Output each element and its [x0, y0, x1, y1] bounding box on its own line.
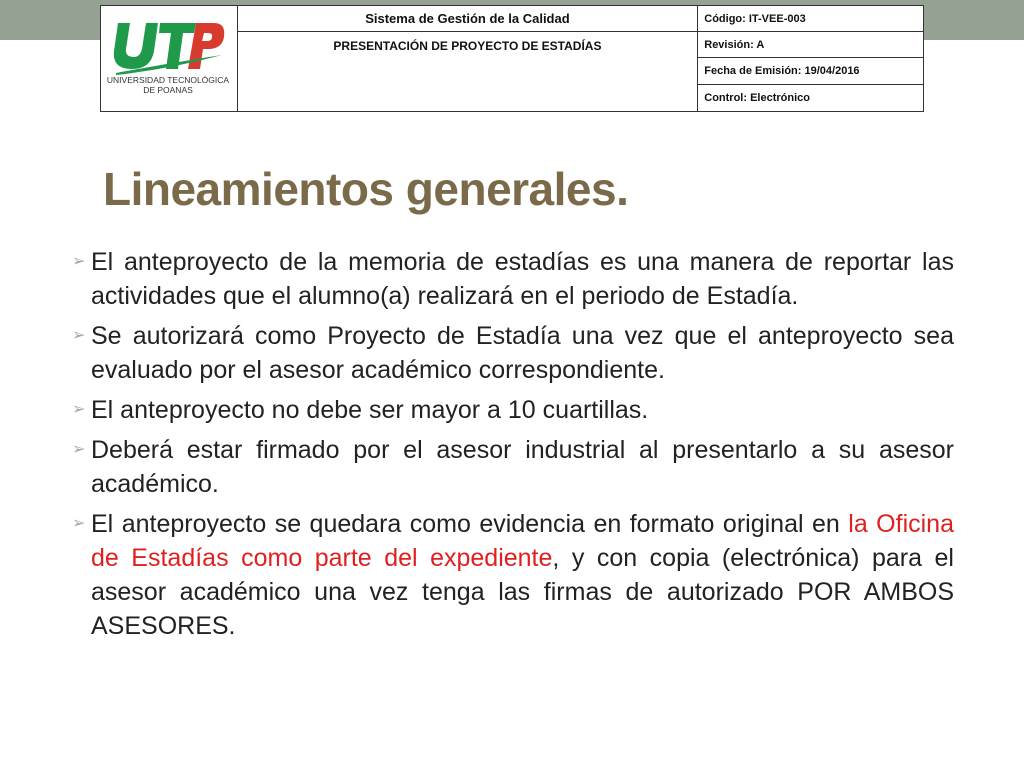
- bullet-item: [72, 507, 954, 643]
- document-control-header: [100, 5, 924, 112]
- bullet-list: [72, 245, 954, 649]
- utp-logo-icon: [110, 19, 226, 75]
- logo-caption-line1: UNIVERSIDAD TECNOLÓGICA: [106, 74, 230, 85]
- bullet-item: [72, 393, 954, 427]
- arrow-bullet-icon: ➢: [72, 441, 86, 458]
- document-revision: Revisión: A: [698, 32, 924, 58]
- slide-title: Lineamientos generales.: [103, 163, 629, 215]
- bullet-text: Se autorizará como Proyecto de Estadía una vez que el anteproyecto sea evaluado por el asesor académico correspondiente.: [91, 322, 954, 384]
- arrow-bullet-icon: ➢: [72, 515, 86, 532]
- bullet-item: [72, 319, 954, 387]
- bullet-text: Deberá estar firmado por el asesor industrial al presentarlo a su asesor académico.: [91, 436, 954, 498]
- document-title: PRESENTACIÓN DE PROYECTO DE ESTADÍAS: [237, 32, 698, 112]
- bullet-text-before: El anteproyecto se quedara como evidencia en formato original en: [91, 510, 849, 538]
- logo-cell: [101, 6, 238, 112]
- control-type: Control: Electrónico: [698, 85, 924, 112]
- document-code: Código: IT-VEE-003: [698, 6, 924, 32]
- arrow-bullet-icon: ➢: [72, 253, 86, 270]
- bullet-item: [72, 245, 954, 313]
- logo-caption-line2: DE POANAS: [143, 84, 193, 95]
- bullet-text: El anteproyecto no debe ser mayor a 10 cuartillas.: [91, 396, 649, 424]
- bullet-text-after: , y con copia (electrónica) para el asesor académico una vez tenga las firmas de autorizado POR AMBOS ASESORES.: [91, 544, 954, 640]
- system-name: Sistema de Gestión de la Calidad: [237, 6, 698, 32]
- arrow-bullet-icon: ➢: [72, 401, 86, 418]
- emission-date: Fecha de Emisión: 19/04/2016: [698, 58, 924, 85]
- logo-caption: [101, 75, 235, 95]
- bullet-item: [72, 433, 954, 501]
- arrow-bullet-icon: ➢: [72, 327, 86, 344]
- bullet-text: El anteproyecto de la memoria de estadías es una manera de reportar las actividades que el alumno(a) realizará en el periodo de Estadía.: [91, 248, 954, 310]
- bullet-highlight-text: la Oficina de Estadías como parte del expediente: [91, 510, 954, 572]
- utp-logo: [101, 7, 235, 111]
